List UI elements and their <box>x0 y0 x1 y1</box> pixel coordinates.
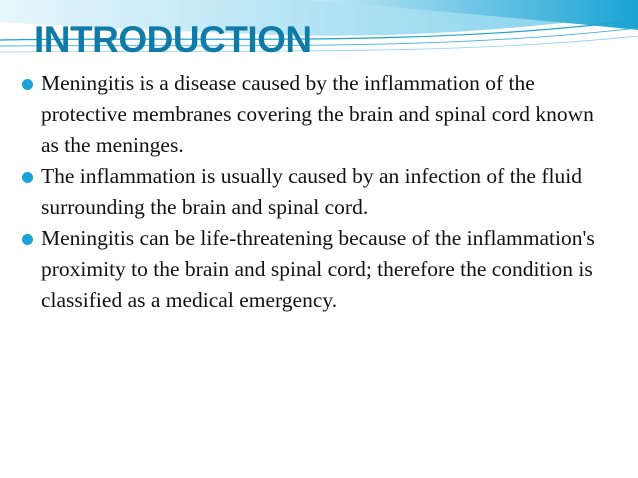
bullet-item <box>0 161 600 223</box>
bullet-dot-icon <box>22 172 33 183</box>
bullet-dot-icon <box>22 79 33 90</box>
slide-title: INTRODUCTION <box>34 19 312 60</box>
bullet-item <box>0 223 600 316</box>
bullet-list <box>0 68 600 316</box>
bullet-text: Meningitis can be life-threatening because of the inflammation's proximity to the brain and spinal cord; therefore the condition is classified as a medical emergency. <box>41 226 595 312</box>
bullet-dot-icon <box>22 234 33 245</box>
bullet-item <box>0 68 600 161</box>
bullet-text: Meningitis is a disease caused by the inflammation of the protective membranes covering the brain and spinal cord known as the meninges. <box>41 71 594 157</box>
bullet-text: The inflammation is usually caused by an infection of the fluid surrounding the brain and spinal cord. <box>41 164 582 219</box>
